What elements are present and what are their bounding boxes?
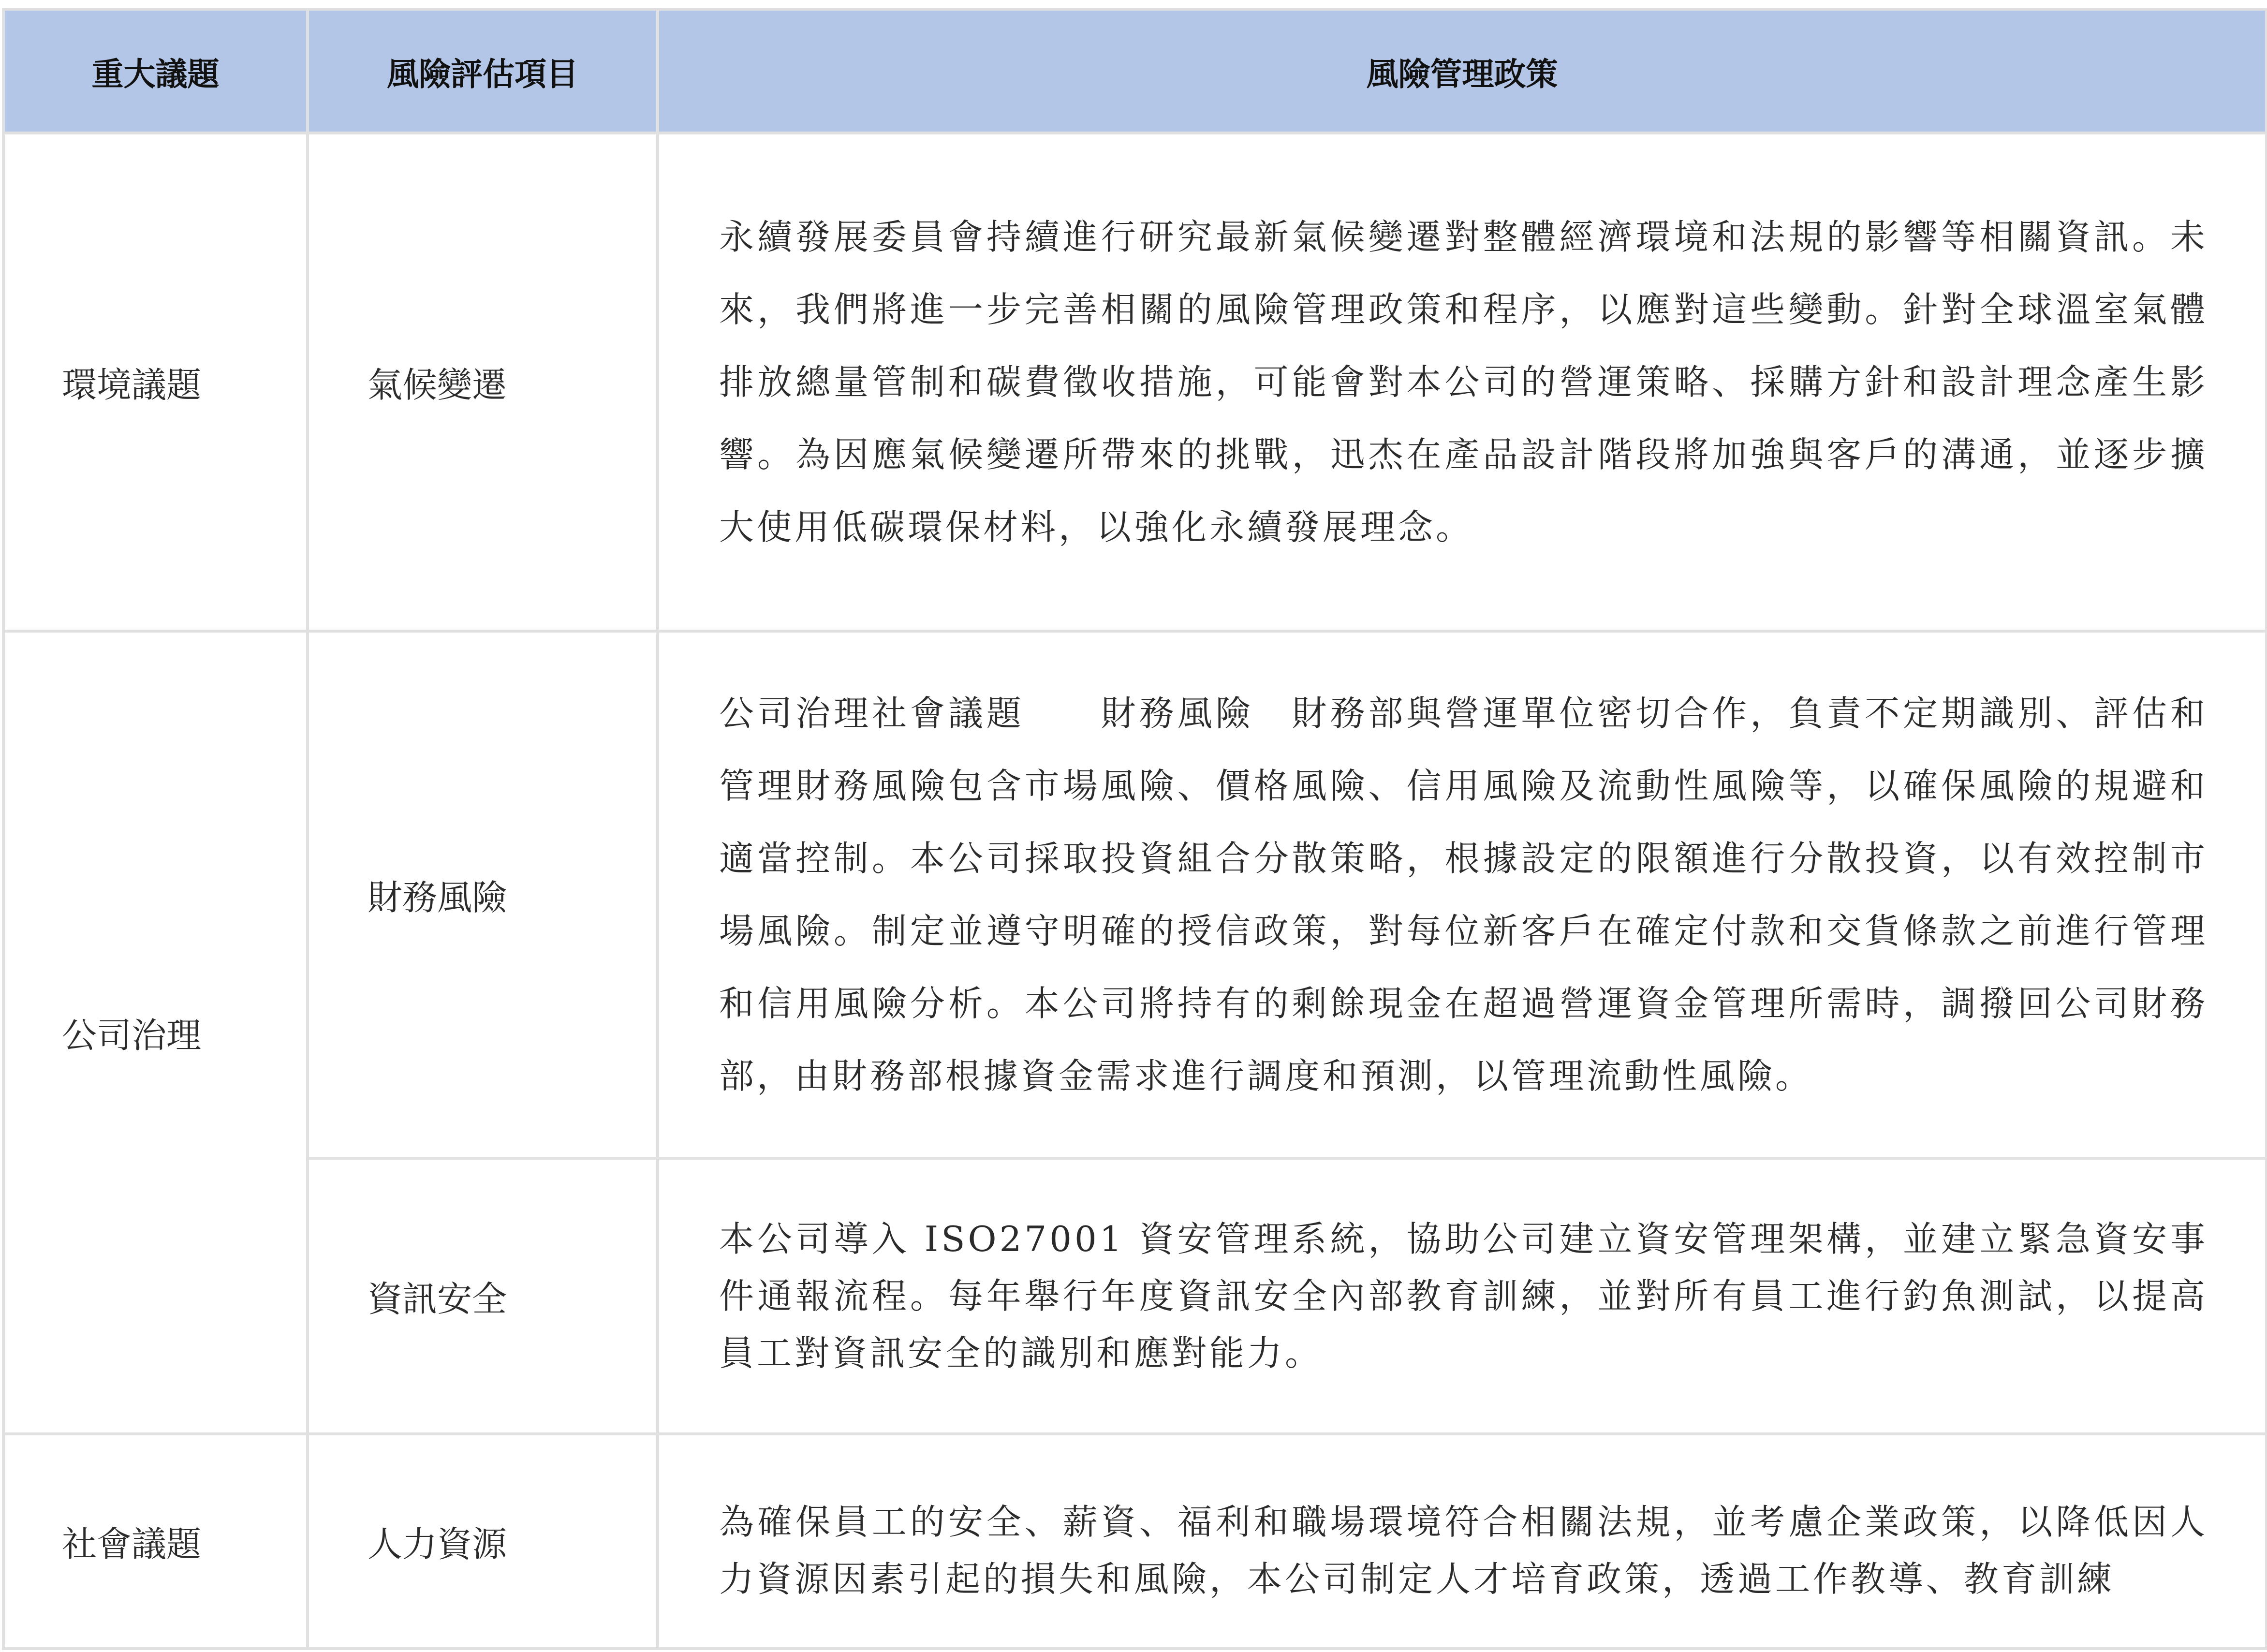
table-row bbox=[3, 133, 2267, 631]
header-risk-assessment-item: 風險評估項目 bbox=[308, 9, 658, 133]
policy-cell bbox=[658, 1158, 2267, 1434]
risk-item-cell: 人力資源 bbox=[308, 1434, 658, 1649]
risk-item-cell: 資訊安全 bbox=[308, 1158, 658, 1434]
policy-cell bbox=[658, 1434, 2267, 1649]
issue-cell: 社會議題 bbox=[3, 1434, 308, 1649]
policy-cell bbox=[658, 133, 2267, 631]
table-row bbox=[3, 1158, 2267, 1434]
header-major-issue: 重大議題 bbox=[3, 9, 308, 133]
table-row bbox=[3, 1434, 2267, 1649]
policy-text: 為確保員工的安全、薪資、福利和職場環境符合相關法規，並考慮企業政策，以降低因人力資源因素引起的損失和風險，本公司制定人才培育政策，透過工作教導、教育訓練 bbox=[719, 1502, 2208, 1599]
policy-cell bbox=[658, 631, 2267, 1158]
policy-text: 永續發展委員會持續進行研究最新氣候變遷對整體經濟環境和法規的影響等相關資訊。未來，我們將進一步完善相關的風險管理政策和程序，以應對這些變動。針對全球溫室氣體排放總量管制和碳費徵收措施，可能會對本公司的營運策略、採購方針和設計理念產生影響。為因應氣候變遷所帶來的挑戰，迅杰在產品設計階段將加強與客戶的溝通，並逐步擴大使用低碳環保材料，以強化永續發展理念。 bbox=[719, 217, 2208, 547]
issue-cell: 公司治理 bbox=[3, 631, 308, 1434]
issue-cell: 環境議題 bbox=[3, 133, 308, 631]
table-row bbox=[3, 631, 2267, 1158]
policy-text: 本公司導入 ISO27001 資安管理系統，協助公司建立資安管理架構，並建立緊急資安事件通報流程。每年舉行年度資訊安全內部教育訓練，並對所有員工進行釣魚測試，以提高員工對資訊安全的識別和應對能力。 bbox=[719, 1219, 2208, 1373]
risk-item-cell: 氣候變遷 bbox=[308, 133, 658, 631]
header-risk-management-policy: 風險管理政策 bbox=[658, 9, 2267, 133]
risk-management-table bbox=[2, 8, 2267, 1650]
risk-item-cell: 財務風險 bbox=[308, 631, 658, 1158]
table-header-row bbox=[3, 9, 2267, 133]
policy-text: 公司治理社會議題 財務風險 財務部與營運單位密切合作，負責不定期識別、評估和管理財務風險包含市場風險、價格風險、信用風險及流動性風險等，以確保風險的規避和適當控制。本公司採取投資組合分散策略，根據設定的限額進行分散投資，以有效控制市場風險。制定並遵守明確的授信政策，對每位新客戶在確定付款和交貨條款之前進行管理和信用風險分析。本公司將持有的剩餘現金在超過營運資金管理所需時，調撥回公司財務部，由財務部根據資金需求進行調度和預測，以管理流動性風險。 bbox=[719, 693, 2208, 1096]
